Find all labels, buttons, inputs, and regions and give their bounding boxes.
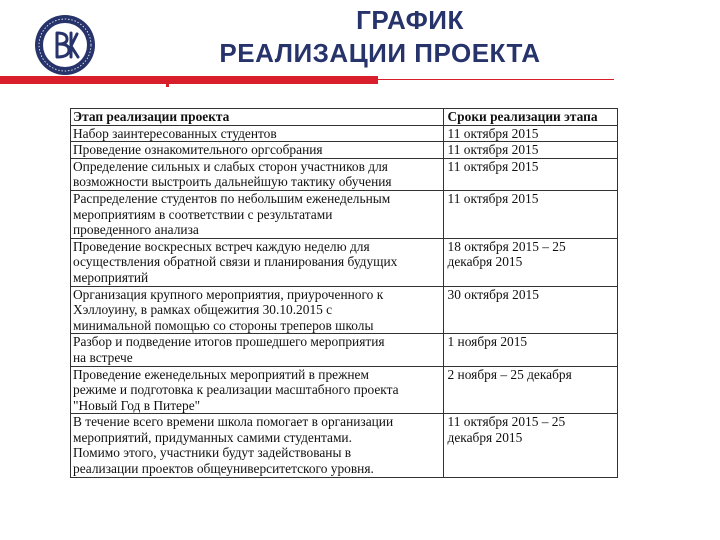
dates-cell	[443, 238, 617, 286]
stage-text: мероприятий	[73, 269, 149, 285]
dates-text: декабря 2015	[447, 254, 523, 270]
table-header-row	[71, 109, 618, 126]
stage-cell	[71, 238, 444, 286]
stage-text: Хэллоуину, в рамках общежития 30.10.2015 с	[73, 302, 333, 318]
column-header-stage: Этап реализации проекта	[71, 109, 444, 126]
stage-text: Разбор и подведение итогов прошедшего мероприятия	[73, 334, 385, 350]
header-accent-line	[378, 79, 614, 80]
table-body	[71, 125, 618, 477]
stage-text: Проведение воскресных встреч каждую неделю для	[73, 238, 370, 254]
dates-text: 30 октября 2015	[447, 286, 539, 302]
page-title	[150, 4, 610, 70]
stage-text: режиме и подготовка к реализации масштабного проекта	[73, 382, 399, 398]
stage-text: Организация крупного мероприятия, приуроченного к	[73, 286, 384, 302]
university-logo	[34, 14, 96, 76]
stage-text: проведенного анализа	[73, 222, 199, 238]
dates-cell	[443, 286, 617, 334]
stage-text: осуществления обратной связи и планирования будущих	[73, 254, 398, 270]
stage-text: Определение сильных и слабых сторон участников для	[73, 158, 388, 174]
stage-text: Проведение еженедельных мероприятий в прежнем	[73, 366, 369, 382]
stage-text: мероприятий, придуманных самими студентами.	[73, 429, 352, 445]
stage-cell	[71, 414, 444, 477]
stage-text: на встрече	[73, 349, 133, 365]
column-header-dates: Сроки реализации этапа	[443, 109, 617, 126]
hse-university-seal-icon	[34, 14, 96, 76]
dates-cell	[443, 414, 617, 477]
table-row	[71, 238, 618, 286]
dates-text: 11 октября 2015	[447, 125, 539, 141]
table-row	[71, 142, 618, 159]
dates-text: декабря 2015	[447, 429, 523, 445]
header-accent-tick	[166, 76, 169, 87]
stage-text: Помимо этого, участники будут задействованы в	[73, 445, 352, 461]
dates-cell	[443, 158, 617, 190]
stage-text: "Новый Год в Питере"	[73, 397, 201, 413]
table-row	[71, 286, 618, 334]
dates-text: 18 октября 2015 – 25	[447, 238, 566, 254]
table-row	[71, 334, 618, 366]
stage-text: возможности выстроить дальнейшую тактику обучения	[73, 174, 392, 190]
stage-text: Распределение студентов по небольшим еженедельным	[73, 190, 391, 206]
table-row	[71, 366, 618, 414]
stage-text: В течение всего времени школа помогает в организации	[73, 414, 394, 430]
schedule-table	[70, 108, 618, 478]
dates-text: 11 октября 2015 – 25	[447, 414, 566, 430]
table-row	[71, 414, 618, 477]
stage-text: минимальной помощью со стороны треперов школы	[73, 317, 374, 333]
stage-cell	[71, 190, 444, 238]
dates-text: 11 октября 2015	[447, 158, 539, 174]
title-line-2: РЕАЛИЗАЦИИ ПРОЕКТА	[219, 38, 541, 68]
stage-cell	[71, 125, 444, 142]
dates-cell	[443, 190, 617, 238]
dates-text: 11 октября 2015	[447, 190, 539, 206]
dates-text: 1 ноября 2015	[447, 334, 528, 350]
stage-text: Проведение ознакомительного оргсобрания	[73, 142, 323, 158]
stage-cell	[71, 334, 444, 366]
stage-cell	[71, 142, 444, 159]
title-line-1: ГРАФИК	[356, 5, 464, 35]
table-row	[71, 190, 618, 238]
stage-cell	[71, 158, 444, 190]
stage-text: мероприятиям в соответствии с результатами	[73, 206, 333, 222]
stage-cell	[71, 366, 444, 414]
dates-cell	[443, 125, 617, 142]
table-row	[71, 158, 618, 190]
dates-text: 2 ноября – 25 декабря	[447, 366, 572, 382]
dates-cell	[443, 366, 617, 414]
dates-text: 11 октября 2015	[447, 142, 539, 158]
dates-cell	[443, 142, 617, 159]
header-accent-bar	[0, 76, 378, 84]
table-row	[71, 125, 618, 142]
stage-text: Набор заинтересованных студентов	[73, 125, 277, 141]
stage-text: реализации проектов общеуниверситетского уровня.	[73, 461, 374, 477]
stage-cell	[71, 286, 444, 334]
dates-cell	[443, 334, 617, 366]
